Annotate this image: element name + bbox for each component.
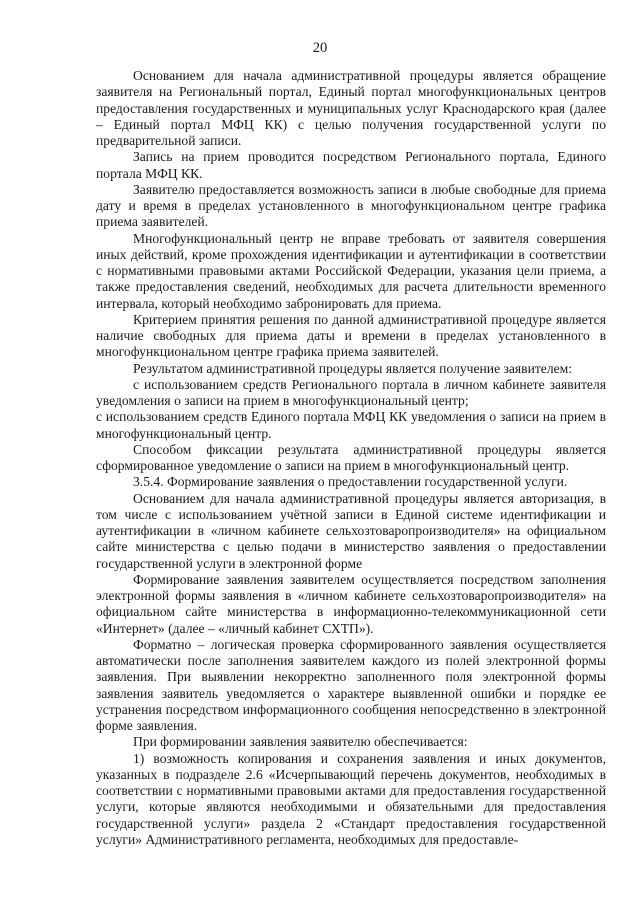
paragraph-7: с использованием средств Регионального портала в личном кабинете заявителя уведомления о записи на прием в многофункциональный центр; [96, 376, 606, 408]
paragraph-4: Многофункциональный центр не вправе требовать от заявителя совершения иных действий, кроме прохождения идентификации и аутентификации в соответствии с нормативными правовыми актами Российской Федерации, указания цели приема, а также предоставления сведений, необходимых для расчета длительности временного интервала, который необходимо забронировать для приема. [96, 230, 606, 311]
paragraph-14: 1) возможность копирования и сохранения заявления и иных документов, указанных в подразделе 2.6 «Исчерпывающий перечень документов, необходимых в соответствии с нормативными правовыми актами для предоставления государственной услуги, которые являются необходимыми и обязательными для предоставления государственной услуги» раздела 2 «Стандарт предоставления государственной услуги» Административного регламента, необходимых для предоставле- [96, 750, 606, 847]
paragraph-12: Форматно – логическая проверка сформированного заявления осуществляется автоматически после заполнения заявителем каждого из полей электронной формы заявления. При выявлении некорректно заполненного поля электронной формы заявления заявитель уведомляется о характере выявленной ошибки и порядке ее устранения посредством информационного сообщения непосредственно в электронной форме заявления. [96, 636, 606, 733]
paragraph-6: Результатом административной процедуры является получение заявителем: [133, 360, 573, 376]
paragraph-1: Основанием для начала административной процедуры является обращение заявителя на Региональный портал, Единый портал многофункциональных центров предоставления государственных и муниципальных услуг Краснодарского края (далее – Единый портал МФЦ КК) с целью получения государственной услуги по предварительной записи. [96, 68, 606, 148]
section-heading-3-5-4: 3.5.4. Формирование заявления о предоставлении государственной услуги. [133, 474, 568, 490]
document-body [96, 68, 606, 848]
paragraph-9: Способом фиксации результата административной процедуры является сформированное уведомление о записи на прием в многофункциональный центр. [96, 441, 606, 473]
paragraph-11: Формирование заявления заявителем осуществляется посредством заполнения электронной формы заявления в «личном кабинете сельхозтоваропроизводителя» на официальном сайте министерства в информационно-телекоммуникационной сети «Интернет» (далее – «личный кабинет СХТП»). [96, 571, 606, 636]
paragraph-3: Заявителю предоставляется возможность записи в любые свободные для приема дату и время в пределах установленного в многофункциональном центре графика приема заявителей. [96, 181, 606, 230]
page-number: 20 [312, 40, 328, 56]
paragraph-8: с использованием средств Единого портала МФЦ КК уведомления о записи на прием в многофункциональный центр. [96, 409, 606, 441]
paragraph-5: Критерием принятия решения по данной административной процедуре является наличие свободных для приема даты и времени в пределах установленного в многофункциональном центре графика приема заявителей. [96, 311, 606, 360]
paragraph-2: Запись на прием проводится посредством Регионального портала, Единого портала МФЦ КК. [96, 149, 606, 181]
paragraph-13: При формировании заявления заявителю обеспечивается: [133, 734, 468, 750]
paragraph-10: Основанием для начала административной процедуры является авторизация, в том числе с использованием учётной записи в Единой системе идентификации и аутентификации в «личном кабинете сельхозтоваропроизводителя» на официальном сайте министерства с целью подачи в министерство заявления о предоставлении государственной услуги в электронной форме [96, 490, 606, 571]
